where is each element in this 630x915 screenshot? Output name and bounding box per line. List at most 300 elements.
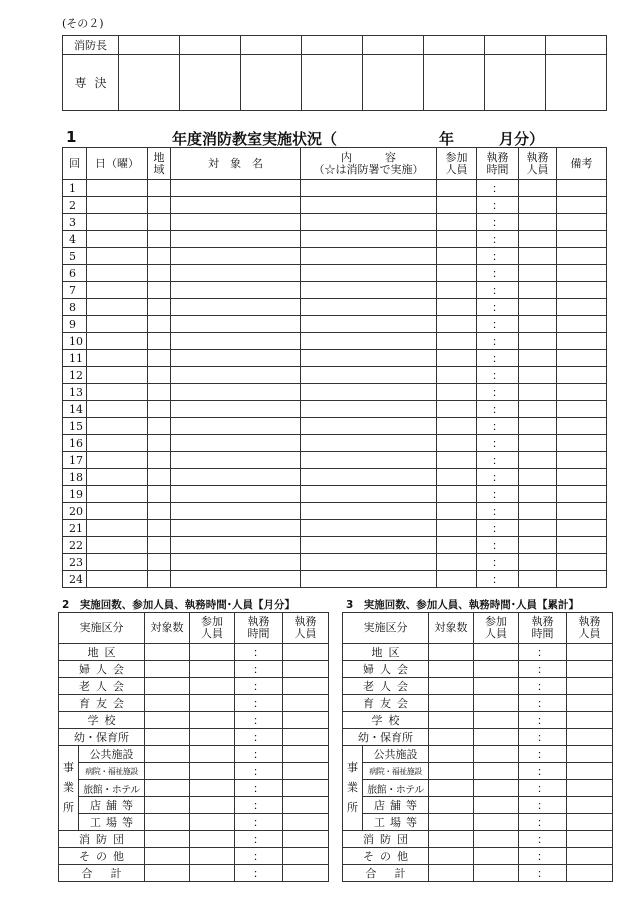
- remarks-cell[interactable]: [557, 520, 607, 537]
- content-cell[interactable]: [301, 571, 437, 588]
- participants-cell[interactable]: [437, 180, 477, 197]
- target-cell[interactable]: [171, 197, 301, 214]
- duty-time-cell[interactable]: ：: [235, 729, 283, 746]
- content-cell[interactable]: [301, 554, 437, 571]
- participants-cell[interactable]: [474, 831, 519, 848]
- target-count-cell[interactable]: [145, 831, 190, 848]
- target-count-cell[interactable]: [429, 678, 474, 695]
- target-cell[interactable]: [171, 520, 301, 537]
- duty-staff-cell[interactable]: [283, 797, 329, 814]
- target-count-cell[interactable]: [145, 695, 190, 712]
- area-cell[interactable]: [148, 537, 171, 554]
- target-cell[interactable]: [171, 367, 301, 384]
- duty-staff-cell[interactable]: [567, 865, 613, 882]
- participants-cell[interactable]: [437, 282, 477, 299]
- area-cell[interactable]: [148, 401, 171, 418]
- participants-cell[interactable]: [437, 384, 477, 401]
- area-cell[interactable]: [148, 435, 171, 452]
- content-cell[interactable]: [301, 469, 437, 486]
- duty-staff-cell[interactable]: [283, 678, 329, 695]
- duty-time-cell[interactable]: ：: [235, 644, 283, 661]
- duty-staff-cell[interactable]: [519, 333, 557, 350]
- remarks-cell[interactable]: [557, 197, 607, 214]
- participants-cell[interactable]: [437, 231, 477, 248]
- duty-time-cell[interactable]: ：: [519, 695, 567, 712]
- remarks-cell[interactable]: [557, 469, 607, 486]
- target-cell[interactable]: [171, 384, 301, 401]
- content-cell[interactable]: [301, 350, 437, 367]
- participants-cell[interactable]: [474, 678, 519, 695]
- remarks-cell[interactable]: [557, 503, 607, 520]
- target-cell[interactable]: [171, 571, 301, 588]
- duty-staff-cell[interactable]: [519, 469, 557, 486]
- duty-staff-cell[interactable]: [567, 712, 613, 729]
- duty-time-cell[interactable]: ：: [519, 729, 567, 746]
- date-cell[interactable]: [87, 248, 148, 265]
- area-cell[interactable]: [148, 350, 171, 367]
- duty-time-cell[interactable]: ：: [477, 537, 519, 554]
- participants-cell[interactable]: [190, 797, 235, 814]
- approval-cell[interactable]: [119, 36, 180, 55]
- approval-stamp-cell[interactable]: [485, 55, 546, 111]
- duty-staff-cell[interactable]: [283, 848, 329, 865]
- target-cell[interactable]: [171, 401, 301, 418]
- date-cell[interactable]: [87, 384, 148, 401]
- participants-cell[interactable]: [437, 316, 477, 333]
- remarks-cell[interactable]: [557, 180, 607, 197]
- duty-staff-cell[interactable]: [519, 452, 557, 469]
- duty-time-cell[interactable]: ：: [235, 746, 283, 763]
- participants-cell[interactable]: [437, 299, 477, 316]
- participants-cell[interactable]: [474, 644, 519, 661]
- content-cell[interactable]: [301, 265, 437, 282]
- content-cell[interactable]: [301, 248, 437, 265]
- duty-time-cell[interactable]: ：: [235, 661, 283, 678]
- content-cell[interactable]: [301, 197, 437, 214]
- duty-staff-cell[interactable]: [519, 180, 557, 197]
- duty-staff-cell[interactable]: [283, 763, 329, 780]
- duty-staff-cell[interactable]: [519, 435, 557, 452]
- duty-staff-cell[interactable]: [519, 418, 557, 435]
- date-cell[interactable]: [87, 180, 148, 197]
- participants-cell[interactable]: [474, 763, 519, 780]
- duty-time-cell[interactable]: ：: [519, 746, 567, 763]
- participants-cell[interactable]: [190, 644, 235, 661]
- participants-cell[interactable]: [437, 435, 477, 452]
- duty-time-cell[interactable]: ：: [519, 763, 567, 780]
- duty-staff-cell[interactable]: [567, 814, 613, 831]
- participants-cell[interactable]: [437, 401, 477, 418]
- date-cell[interactable]: [87, 350, 148, 367]
- duty-time-cell[interactable]: ：: [235, 797, 283, 814]
- content-cell[interactable]: [301, 180, 437, 197]
- duty-time-cell[interactable]: ：: [477, 367, 519, 384]
- duty-time-cell[interactable]: ：: [477, 401, 519, 418]
- target-cell[interactable]: [171, 231, 301, 248]
- duty-staff-cell[interactable]: [519, 197, 557, 214]
- duty-staff-cell[interactable]: [519, 503, 557, 520]
- remarks-cell[interactable]: [557, 486, 607, 503]
- participants-cell[interactable]: [474, 814, 519, 831]
- content-cell[interactable]: [301, 520, 437, 537]
- date-cell[interactable]: [87, 554, 148, 571]
- participants-cell[interactable]: [190, 712, 235, 729]
- target-count-cell[interactable]: [429, 763, 474, 780]
- remarks-cell[interactable]: [557, 282, 607, 299]
- duty-time-cell[interactable]: ：: [477, 197, 519, 214]
- remarks-cell[interactable]: [557, 299, 607, 316]
- approval-cell[interactable]: [546, 36, 607, 55]
- duty-staff-cell[interactable]: [519, 384, 557, 401]
- date-cell[interactable]: [87, 282, 148, 299]
- duty-time-cell[interactable]: ：: [477, 469, 519, 486]
- duty-staff-cell[interactable]: [519, 299, 557, 316]
- content-cell[interactable]: [301, 418, 437, 435]
- participants-cell[interactable]: [437, 520, 477, 537]
- date-cell[interactable]: [87, 520, 148, 537]
- duty-staff-cell[interactable]: [519, 248, 557, 265]
- remarks-cell[interactable]: [557, 384, 607, 401]
- area-cell[interactable]: [148, 197, 171, 214]
- duty-staff-cell[interactable]: [519, 316, 557, 333]
- duty-time-cell[interactable]: ：: [235, 763, 283, 780]
- participants-cell[interactable]: [190, 763, 235, 780]
- participants-cell[interactable]: [190, 695, 235, 712]
- participants-cell[interactable]: [190, 780, 235, 797]
- duty-time-cell[interactable]: ：: [477, 265, 519, 282]
- participants-cell[interactable]: [474, 797, 519, 814]
- participants-cell[interactable]: [437, 214, 477, 231]
- area-cell[interactable]: [148, 469, 171, 486]
- remarks-cell[interactable]: [557, 571, 607, 588]
- target-cell[interactable]: [171, 350, 301, 367]
- participants-cell[interactable]: [190, 729, 235, 746]
- target-count-cell[interactable]: [429, 644, 474, 661]
- duty-staff-cell[interactable]: [567, 729, 613, 746]
- duty-staff-cell[interactable]: [283, 746, 329, 763]
- participants-cell[interactable]: [437, 503, 477, 520]
- target-count-cell[interactable]: [145, 746, 190, 763]
- target-cell[interactable]: [171, 452, 301, 469]
- duty-staff-cell[interactable]: [567, 848, 613, 865]
- target-count-cell[interactable]: [145, 644, 190, 661]
- date-cell[interactable]: [87, 503, 148, 520]
- duty-staff-cell[interactable]: [567, 678, 613, 695]
- participants-cell[interactable]: [474, 661, 519, 678]
- area-cell[interactable]: [148, 248, 171, 265]
- date-cell[interactable]: [87, 418, 148, 435]
- area-cell[interactable]: [148, 180, 171, 197]
- target-count-cell[interactable]: [145, 848, 190, 865]
- participants-cell[interactable]: [190, 678, 235, 695]
- target-cell[interactable]: [171, 435, 301, 452]
- participants-cell[interactable]: [437, 333, 477, 350]
- participants-cell[interactable]: [190, 865, 235, 882]
- approval-stamp-cell[interactable]: [546, 55, 607, 111]
- duty-staff-cell[interactable]: [519, 401, 557, 418]
- area-cell[interactable]: [148, 486, 171, 503]
- participants-cell[interactable]: [474, 865, 519, 882]
- target-count-cell[interactable]: [429, 695, 474, 712]
- duty-time-cell[interactable]: ：: [235, 780, 283, 797]
- participants-cell[interactable]: [437, 469, 477, 486]
- duty-time-cell[interactable]: ：: [235, 865, 283, 882]
- area-cell[interactable]: [148, 299, 171, 316]
- duty-staff-cell[interactable]: [519, 571, 557, 588]
- target-cell[interactable]: [171, 316, 301, 333]
- participants-cell[interactable]: [190, 831, 235, 848]
- participants-cell[interactable]: [437, 452, 477, 469]
- participants-cell[interactable]: [190, 746, 235, 763]
- target-count-cell[interactable]: [429, 661, 474, 678]
- target-count-cell[interactable]: [429, 814, 474, 831]
- remarks-cell[interactable]: [557, 214, 607, 231]
- participants-cell[interactable]: [437, 248, 477, 265]
- remarks-cell[interactable]: [557, 401, 607, 418]
- duty-staff-cell[interactable]: [519, 214, 557, 231]
- target-cell[interactable]: [171, 537, 301, 554]
- remarks-cell[interactable]: [557, 265, 607, 282]
- target-count-cell[interactable]: [429, 746, 474, 763]
- area-cell[interactable]: [148, 571, 171, 588]
- duty-staff-cell[interactable]: [283, 712, 329, 729]
- approval-stamp-cell[interactable]: [302, 55, 363, 111]
- duty-time-cell[interactable]: ：: [519, 644, 567, 661]
- target-count-cell[interactable]: [145, 814, 190, 831]
- date-cell[interactable]: [87, 197, 148, 214]
- participants-cell[interactable]: [437, 350, 477, 367]
- remarks-cell[interactable]: [557, 231, 607, 248]
- approval-cell[interactable]: [485, 36, 546, 55]
- duty-staff-cell[interactable]: [519, 520, 557, 537]
- area-cell[interactable]: [148, 333, 171, 350]
- remarks-cell[interactable]: [557, 435, 607, 452]
- duty-staff-cell[interactable]: [519, 265, 557, 282]
- duty-time-cell[interactable]: ：: [477, 350, 519, 367]
- target-count-cell[interactable]: [145, 865, 190, 882]
- approval-stamp-cell[interactable]: [119, 55, 180, 111]
- target-count-cell[interactable]: [145, 797, 190, 814]
- participants-cell[interactable]: [190, 814, 235, 831]
- participants-cell[interactable]: [437, 265, 477, 282]
- duty-staff-cell[interactable]: [283, 729, 329, 746]
- approval-cell[interactable]: [241, 36, 302, 55]
- duty-staff-cell[interactable]: [283, 814, 329, 831]
- date-cell[interactable]: [87, 486, 148, 503]
- participants-cell[interactable]: [437, 486, 477, 503]
- duty-staff-cell[interactable]: [519, 350, 557, 367]
- participants-cell[interactable]: [474, 746, 519, 763]
- content-cell[interactable]: [301, 231, 437, 248]
- participants-cell[interactable]: [474, 712, 519, 729]
- target-count-cell[interactable]: [429, 712, 474, 729]
- participants-cell[interactable]: [190, 848, 235, 865]
- duty-time-cell[interactable]: ：: [519, 780, 567, 797]
- date-cell[interactable]: [87, 571, 148, 588]
- target-count-cell[interactable]: [145, 729, 190, 746]
- remarks-cell[interactable]: [557, 316, 607, 333]
- participants-cell[interactable]: [437, 537, 477, 554]
- duty-staff-cell[interactable]: [519, 367, 557, 384]
- content-cell[interactable]: [301, 299, 437, 316]
- duty-staff-cell[interactable]: [519, 554, 557, 571]
- date-cell[interactable]: [87, 214, 148, 231]
- duty-time-cell[interactable]: ：: [477, 299, 519, 316]
- area-cell[interactable]: [148, 554, 171, 571]
- duty-time-cell[interactable]: ：: [477, 282, 519, 299]
- participants-cell[interactable]: [437, 571, 477, 588]
- date-cell[interactable]: [87, 333, 148, 350]
- duty-staff-cell[interactable]: [283, 644, 329, 661]
- target-count-cell[interactable]: [429, 831, 474, 848]
- participants-cell[interactable]: [190, 661, 235, 678]
- duty-time-cell[interactable]: ：: [477, 231, 519, 248]
- duty-staff-cell[interactable]: [283, 831, 329, 848]
- participants-cell[interactable]: [437, 197, 477, 214]
- date-cell[interactable]: [87, 452, 148, 469]
- area-cell[interactable]: [148, 384, 171, 401]
- duty-time-cell[interactable]: ：: [519, 814, 567, 831]
- duty-time-cell[interactable]: ：: [519, 797, 567, 814]
- duty-staff-cell[interactable]: [567, 763, 613, 780]
- duty-time-cell[interactable]: ：: [519, 712, 567, 729]
- duty-time-cell[interactable]: ：: [519, 678, 567, 695]
- duty-time-cell[interactable]: ：: [477, 316, 519, 333]
- approval-stamp-cell[interactable]: [241, 55, 302, 111]
- duty-time-cell[interactable]: ：: [477, 214, 519, 231]
- target-cell[interactable]: [171, 180, 301, 197]
- content-cell[interactable]: [301, 316, 437, 333]
- target-cell[interactable]: [171, 418, 301, 435]
- target-count-cell[interactable]: [145, 678, 190, 695]
- target-count-cell[interactable]: [429, 780, 474, 797]
- area-cell[interactable]: [148, 265, 171, 282]
- date-cell[interactable]: [87, 401, 148, 418]
- duty-time-cell[interactable]: ：: [477, 248, 519, 265]
- duty-staff-cell[interactable]: [567, 661, 613, 678]
- participants-cell[interactable]: [474, 695, 519, 712]
- target-cell[interactable]: [171, 248, 301, 265]
- target-count-cell[interactable]: [145, 780, 190, 797]
- participants-cell[interactable]: [474, 848, 519, 865]
- target-count-cell[interactable]: [145, 763, 190, 780]
- duty-time-cell[interactable]: ：: [477, 520, 519, 537]
- remarks-cell[interactable]: [557, 452, 607, 469]
- duty-time-cell[interactable]: ：: [477, 418, 519, 435]
- duty-staff-cell[interactable]: [567, 831, 613, 848]
- remarks-cell[interactable]: [557, 367, 607, 384]
- area-cell[interactable]: [148, 214, 171, 231]
- content-cell[interactable]: [301, 367, 437, 384]
- approval-cell[interactable]: [180, 36, 241, 55]
- duty-staff-cell[interactable]: [283, 695, 329, 712]
- area-cell[interactable]: [148, 282, 171, 299]
- content-cell[interactable]: [301, 537, 437, 554]
- duty-time-cell[interactable]: ：: [477, 384, 519, 401]
- duty-staff-cell[interactable]: [519, 486, 557, 503]
- duty-staff-cell[interactable]: [567, 797, 613, 814]
- participants-cell[interactable]: [474, 780, 519, 797]
- date-cell[interactable]: [87, 435, 148, 452]
- duty-time-cell[interactable]: ：: [235, 814, 283, 831]
- participants-cell[interactable]: [437, 418, 477, 435]
- content-cell[interactable]: [301, 214, 437, 231]
- date-cell[interactable]: [87, 231, 148, 248]
- participants-cell[interactable]: [437, 554, 477, 571]
- duty-staff-cell[interactable]: [283, 661, 329, 678]
- approval-stamp-cell[interactable]: [180, 55, 241, 111]
- area-cell[interactable]: [148, 503, 171, 520]
- area-cell[interactable]: [148, 367, 171, 384]
- approval-stamp-cell[interactable]: [363, 55, 424, 111]
- duty-time-cell[interactable]: ：: [477, 571, 519, 588]
- duty-staff-cell[interactable]: [519, 231, 557, 248]
- duty-staff-cell[interactable]: [567, 695, 613, 712]
- remarks-cell[interactable]: [557, 350, 607, 367]
- duty-staff-cell[interactable]: [567, 746, 613, 763]
- content-cell[interactable]: [301, 384, 437, 401]
- remarks-cell[interactable]: [557, 248, 607, 265]
- approval-stamp-cell[interactable]: [424, 55, 485, 111]
- content-cell[interactable]: [301, 435, 437, 452]
- duty-time-cell[interactable]: ：: [235, 712, 283, 729]
- target-cell[interactable]: [171, 486, 301, 503]
- content-cell[interactable]: [301, 401, 437, 418]
- area-cell[interactable]: [148, 231, 171, 248]
- duty-time-cell[interactable]: ：: [477, 180, 519, 197]
- target-cell[interactable]: [171, 554, 301, 571]
- target-count-cell[interactable]: [145, 661, 190, 678]
- target-cell[interactable]: [171, 282, 301, 299]
- remarks-cell[interactable]: [557, 418, 607, 435]
- content-cell[interactable]: [301, 282, 437, 299]
- approval-cell[interactable]: [363, 36, 424, 55]
- duty-staff-cell[interactable]: [567, 644, 613, 661]
- duty-time-cell[interactable]: ：: [519, 661, 567, 678]
- duty-time-cell[interactable]: ：: [477, 554, 519, 571]
- duty-staff-cell[interactable]: [567, 780, 613, 797]
- content-cell[interactable]: [301, 503, 437, 520]
- duty-time-cell[interactable]: ：: [477, 435, 519, 452]
- target-cell[interactable]: [171, 214, 301, 231]
- target-cell[interactable]: [171, 469, 301, 486]
- target-count-cell[interactable]: [429, 729, 474, 746]
- participants-cell[interactable]: [474, 729, 519, 746]
- date-cell[interactable]: [87, 537, 148, 554]
- duty-time-cell[interactable]: ：: [519, 865, 567, 882]
- approval-cell[interactable]: [302, 36, 363, 55]
- duty-time-cell[interactable]: ：: [477, 503, 519, 520]
- duty-staff-cell[interactable]: [283, 780, 329, 797]
- approval-cell[interactable]: [424, 36, 485, 55]
- duty-time-cell[interactable]: ：: [235, 831, 283, 848]
- target-count-cell[interactable]: [429, 848, 474, 865]
- content-cell[interactable]: [301, 486, 437, 503]
- duty-staff-cell[interactable]: [519, 282, 557, 299]
- participants-cell[interactable]: [437, 367, 477, 384]
- duty-time-cell[interactable]: ：: [235, 848, 283, 865]
- content-cell[interactable]: [301, 452, 437, 469]
- target-cell[interactable]: [171, 333, 301, 350]
- target-count-cell[interactable]: [429, 797, 474, 814]
- target-count-cell[interactable]: [429, 865, 474, 882]
- duty-time-cell[interactable]: ：: [519, 848, 567, 865]
- date-cell[interactable]: [87, 316, 148, 333]
- remarks-cell[interactable]: [557, 537, 607, 554]
- target-count-cell[interactable]: [145, 712, 190, 729]
- duty-time-cell[interactable]: ：: [235, 695, 283, 712]
- remarks-cell[interactable]: [557, 554, 607, 571]
